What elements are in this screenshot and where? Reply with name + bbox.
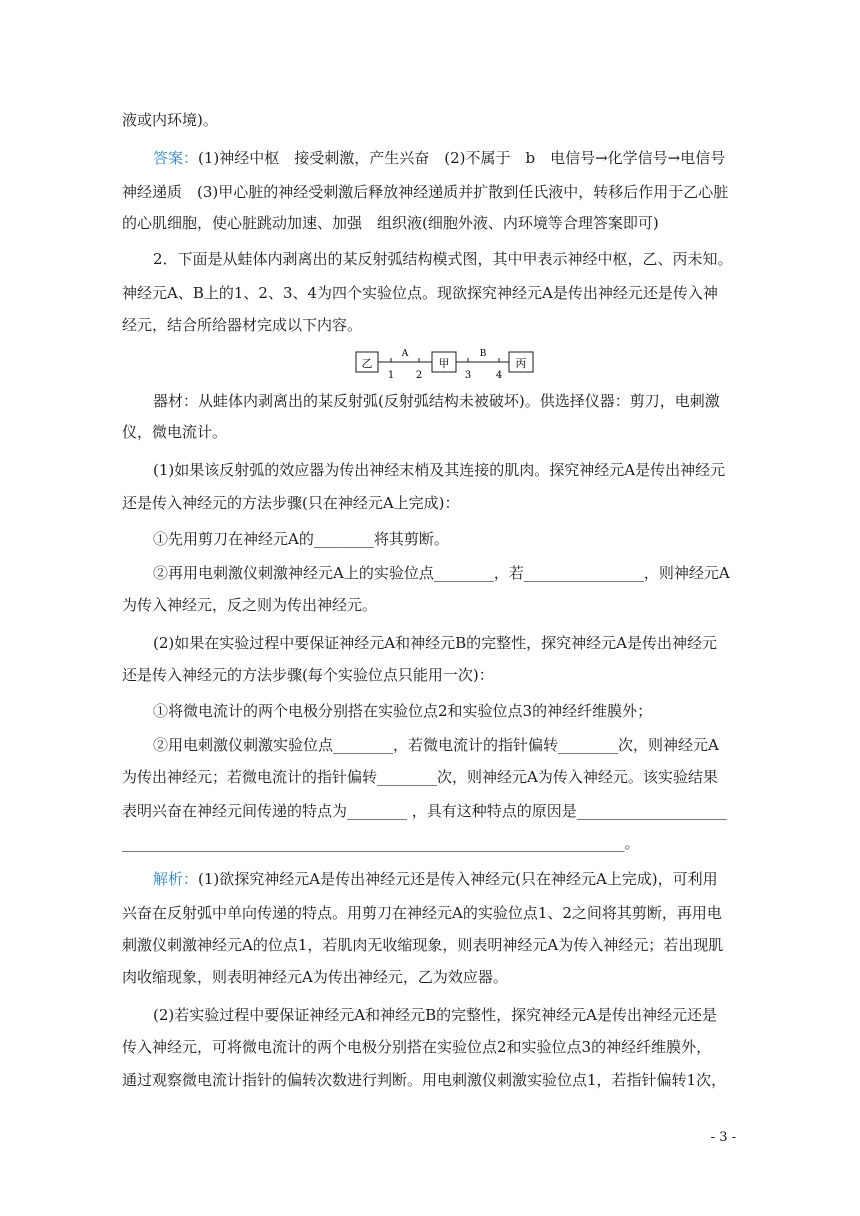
reflex-arc-diagram [355,346,535,380]
box-left-label: 乙 [361,357,373,370]
page-number: - 3 - [710,1130,736,1145]
text-line: 兴奋在反射弧中单向传递的特点。用剪刀在神经元A的实验位点1、2之间将其剪断，再用电 [122,904,722,922]
neuron-a-label: A [401,349,409,359]
text-line: 液或内环境)。 [122,111,218,129]
question-line: (2)如果在实验过程中要保证神经元A和神经元B的完整性，探究神经元A是传出神经元 [153,634,717,652]
answer-line [153,147,738,169]
question-line: ①先用剪刀在神经元A的________将其剪断。 [153,530,449,548]
text-line: 刺激仪刺激神经元A的位点1，若肌肉无收缩现象，则表明神经元A为传入神经元；若出现肌 [122,936,724,954]
text-line: 肉收缩现象，则表明神经元A为传出神经元，乙为效应器。 [122,968,508,986]
question-line: 还是传入神经元的方法步骤(只在神经元A上完成)： [122,494,460,512]
solution-line [153,868,738,890]
neuron-b-label: B [479,349,487,359]
question-line: 经元，结合所给器材完成以下内容。 [122,316,363,334]
solution-text: (1)欲探究神经元A是传出神经元还是传入神经元(只在神经元A上完成)，可利用 [198,870,718,888]
solution-label: 解析： [153,870,199,888]
text-line: 传入神经元，可将微电流计的两个电极分别搭在实验位点2和实验位点3的神经纤维膜外， [122,1038,712,1056]
site-1-label: 1 [387,370,395,380]
site-2-label: 2 [415,370,423,380]
question-line: 表明兴奋在神经元间传递的特点为________ ，具有这种特点的原因是____________________ [122,802,727,820]
question-line: 为传出神经元；若微电流计的指针偏转________次，则神经元A为传入神经元。该实验结果 [122,768,718,786]
text-line: 器材：从蛙体内剥离出的某反射弧(反射弧结构未被破坏)。供选择仪器：剪刀，电刺激 [153,392,720,410]
question-line: 2．下面是从蛙体内剥离出的某反射弧结构模式图，其中甲表示神经中枢，乙、丙未知。 [153,250,733,268]
site-4-label: 4 [495,370,503,380]
question-line: ②再用电刺激仪刺激神经元A上的实验位点________，若________________，则神经元A [153,564,730,582]
question-line: 还是传入神经元的方法步骤(每个实验位点只能用一次)： [122,666,494,684]
question-line: ②用电刺激仪刺激实验位点________，若微电流计的指针偏转________次，则神经元A [153,736,719,754]
question-line: (1)如果该反射弧的效应器为传出神经末梢及其连接的肌肉。探究神经元A是传出神经元 [153,461,726,479]
text-line: 的心肌细胞，使心脏跳动加速、加强 组织液(细胞外液、内环境等合理答案即可) [122,214,659,232]
text-line: 仪，微电流计。 [122,423,228,441]
text-line: 通过观察微电流计指针的偏转次数进行判断。用电刺激仪刺激实验位点1，若指针偏转1次， [122,1071,727,1089]
box-mid-label: 甲 [438,357,450,370]
question-line: ___________________________________________________________________。 [122,834,640,852]
question-line: 为传入神经元，反之则为传出神经元。 [122,596,378,614]
answer-text: (1)神经中枢 接受刺激，产生兴奋 (2)不属于 b 电信号→化学信号→电信号 [198,149,726,167]
question-line: ①将微电流计的两个电极分别搭在实验位点2和实验位点3的神经纤维膜外； [153,702,653,720]
text-line: (2)若实验过程中要保证神经元A和神经元B的完整性，探究神经元A是传出神经元还是 [153,1006,717,1024]
answer-label: 答案： [153,149,199,167]
site-3-label: 3 [464,370,472,380]
question-line: 神经元A、B上的1、2、3、4为四个实验位点。现欲探究神经元A是传出神经元还是传入神 [122,284,718,302]
box-right-label: 丙 [515,357,527,370]
text-line: 神经递质 (3)甲心脏的神经受刺激后释放神经递质并扩散到任氏液中，转移后作用于乙心脏 [122,183,729,201]
